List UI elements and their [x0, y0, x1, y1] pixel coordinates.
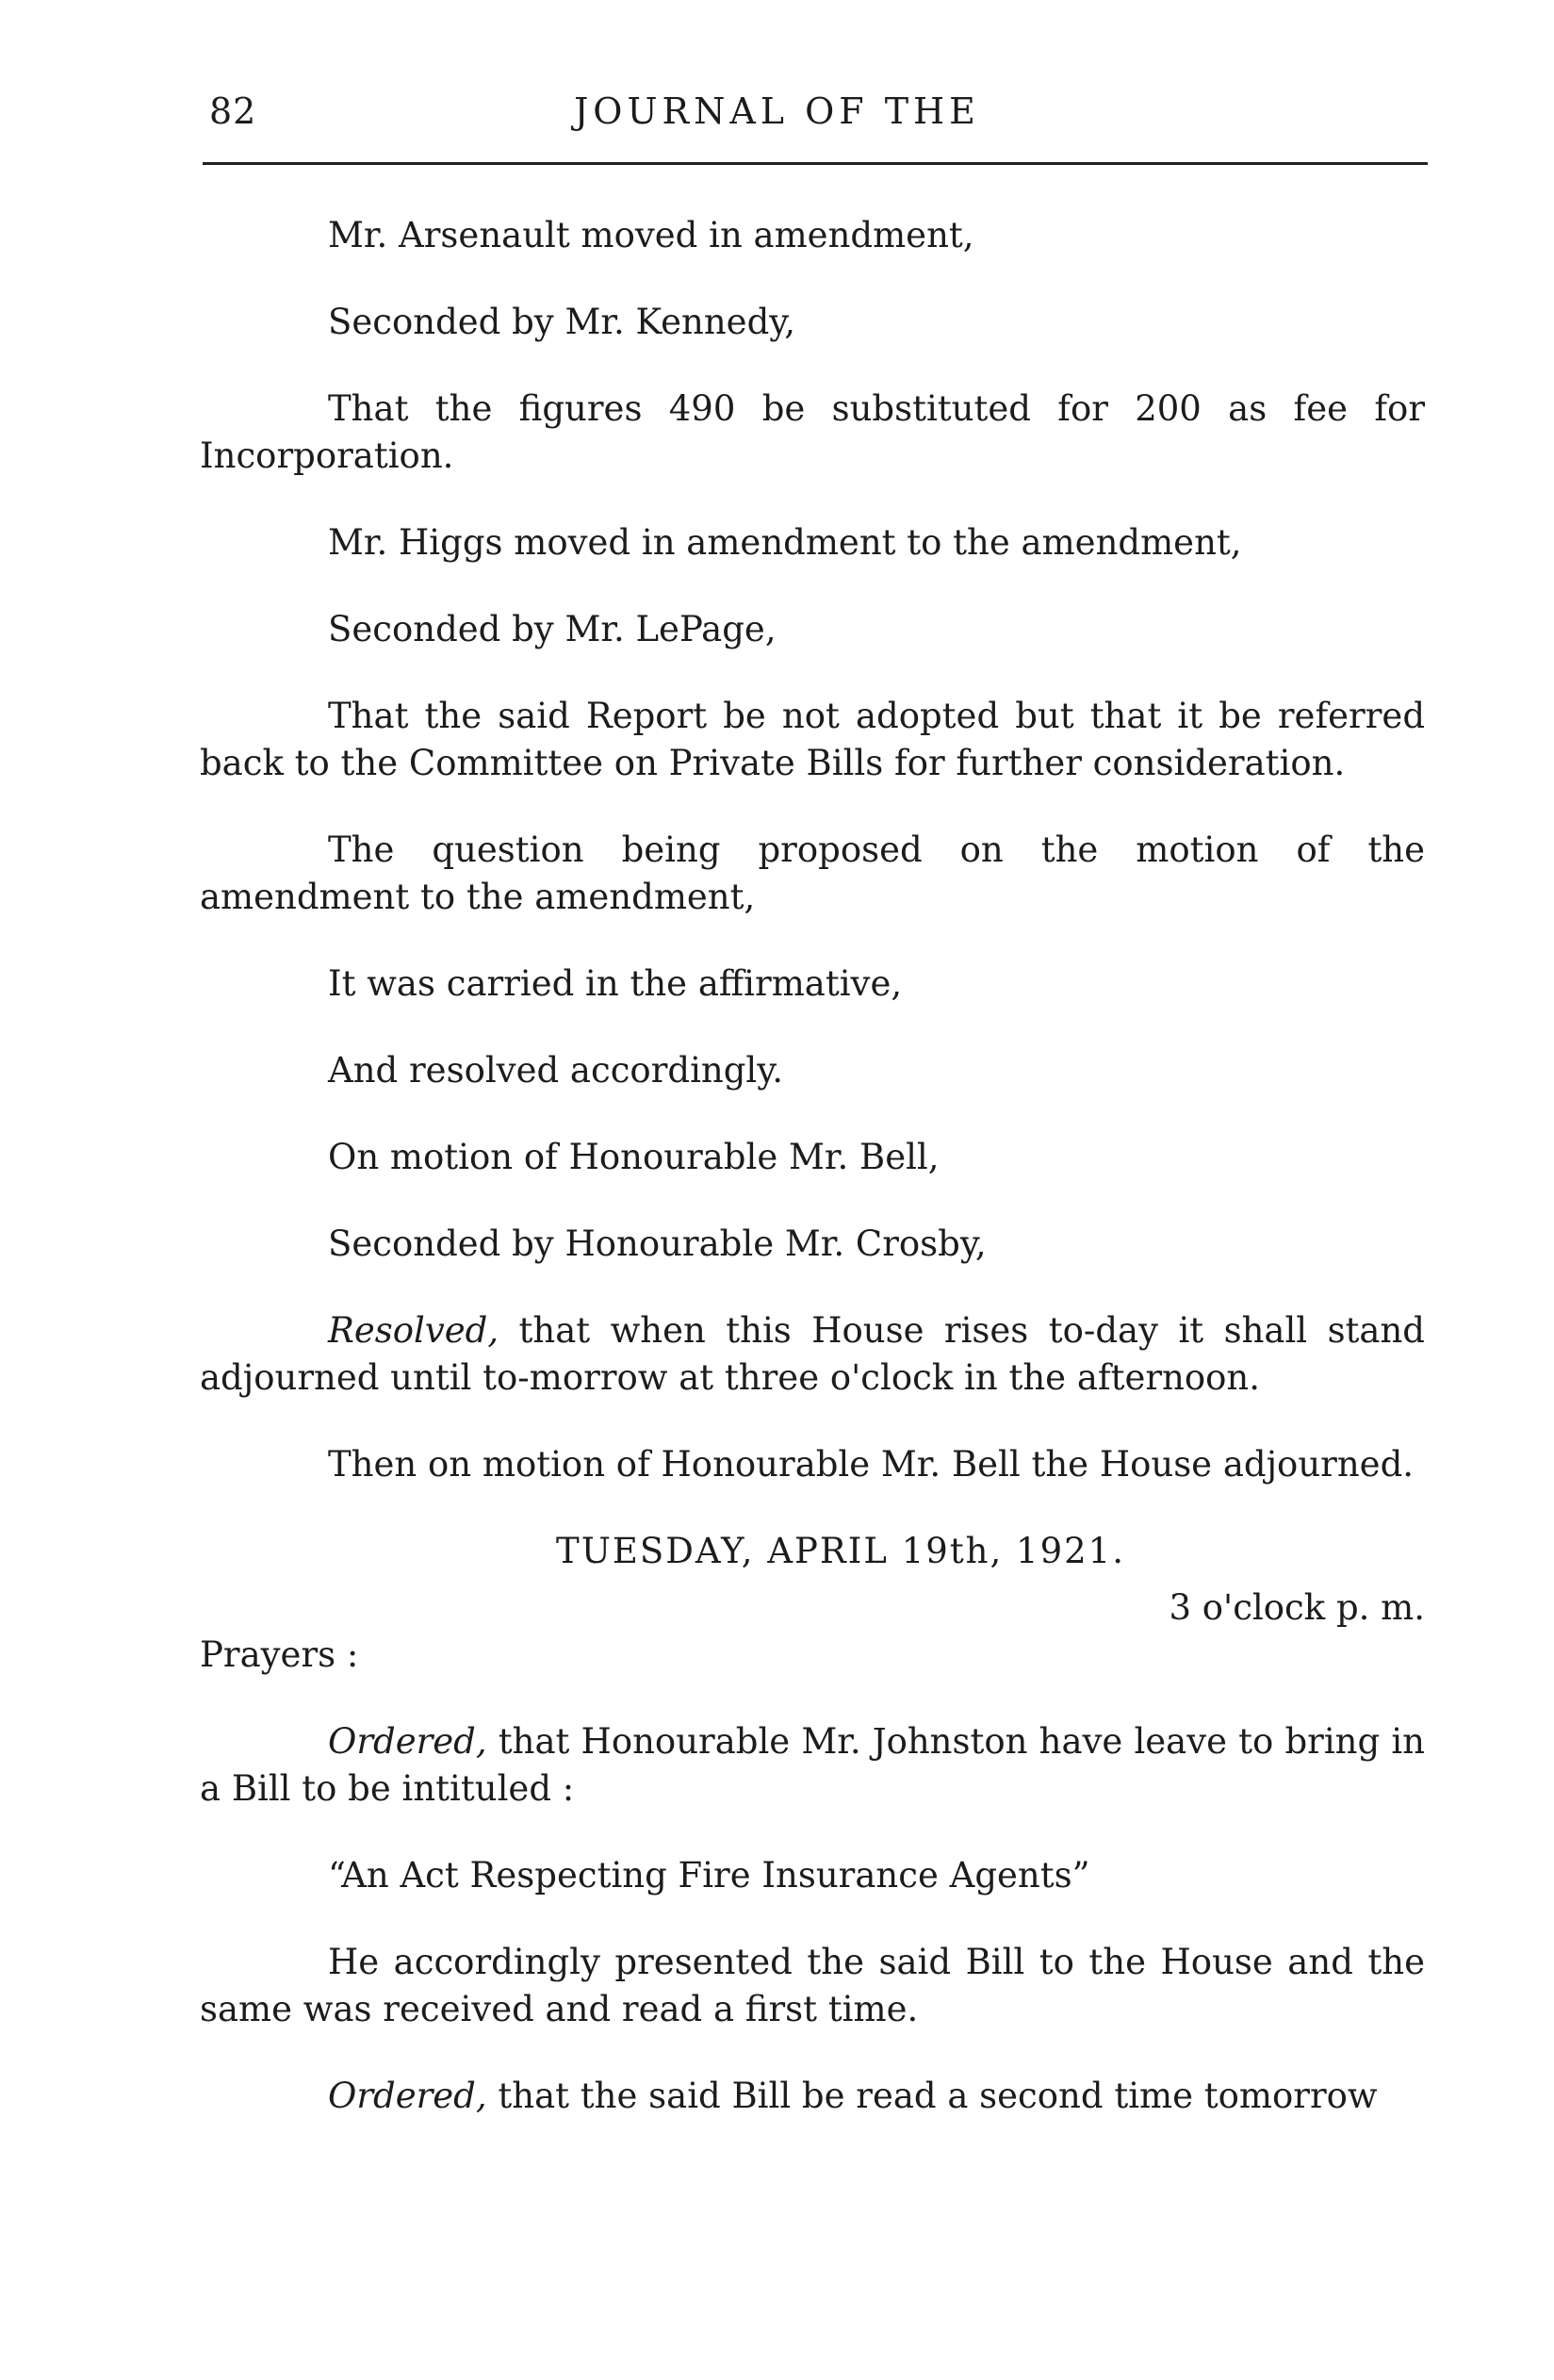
paragraph: Mr. Higgs moved in amendment to the amendment, — [328, 522, 1242, 563]
resolved-lead: Resolved, — [328, 1310, 499, 1351]
session-date-heading: TUESDAY, APRIL 19th, 1921. — [556, 1531, 1125, 1571]
paragraph: Seconded by Honourable Mr. Crosby, — [328, 1223, 987, 1264]
bill-title: “An Act Respecting Fire Insurance Agents” — [328, 1855, 1090, 1896]
session-time: 3 o'clock p. m. — [1169, 1587, 1425, 1628]
resolved-text: that when this House rises to-day it shall stand adjourned until to-morrow at three o'clock in the afternoon. — [200, 1310, 1425, 1398]
page-number: 82 — [209, 90, 257, 132]
paragraph: On motion of Honourable Mr. Bell, — [328, 1137, 940, 1177]
paragraph: Mr. Arsenault moved in amendment, — [328, 215, 974, 255]
paragraph: And resolved accordingly. — [328, 1050, 784, 1091]
ordered-lead: Ordered, — [328, 2076, 487, 2116]
order-paragraph — [200, 1718, 1425, 1813]
paragraph: The question being proposed on the motion of the amendment to the amendment, — [200, 829, 1425, 917]
prayers-label: Prayers : — [200, 1634, 359, 1675]
paragraph: That the figures 490 be substituted for 200 as fee for Incorporation. — [200, 388, 1425, 476]
paragraph: Seconded by Mr. Kennedy, — [328, 302, 796, 342]
ordered-text: that the said Bill be read a second time tomorrow — [486, 2076, 1378, 2116]
order-paragraph — [200, 2073, 1425, 2120]
ordered-lead: Ordered, — [328, 1721, 487, 1762]
paragraph: He accordingly presented the said Bill to the House and the same was received and read a first time. — [200, 1942, 1425, 2029]
paragraph: That the said Report be not adopted but that it be referred back to the Committee on Private Bills for further consideration. — [200, 696, 1425, 783]
page-header — [0, 0, 1554, 170]
journal-body — [200, 212, 1425, 2159]
paragraph: Then on motion of Honourable Mr. Bell the House adjourned. — [328, 1444, 1415, 1485]
paragraph: It was carried in the affirmative, — [328, 963, 903, 1004]
ordered-text: that Honourable Mr. Johnston have leave to bring in a Bill to be intituled : — [200, 1721, 1425, 1809]
resolution-paragraph — [200, 1307, 1425, 1402]
header-rule — [203, 162, 1428, 165]
paragraph: Seconded by Mr. LePage, — [328, 609, 777, 649]
running-title: JOURNAL OF THE — [574, 90, 980, 132]
